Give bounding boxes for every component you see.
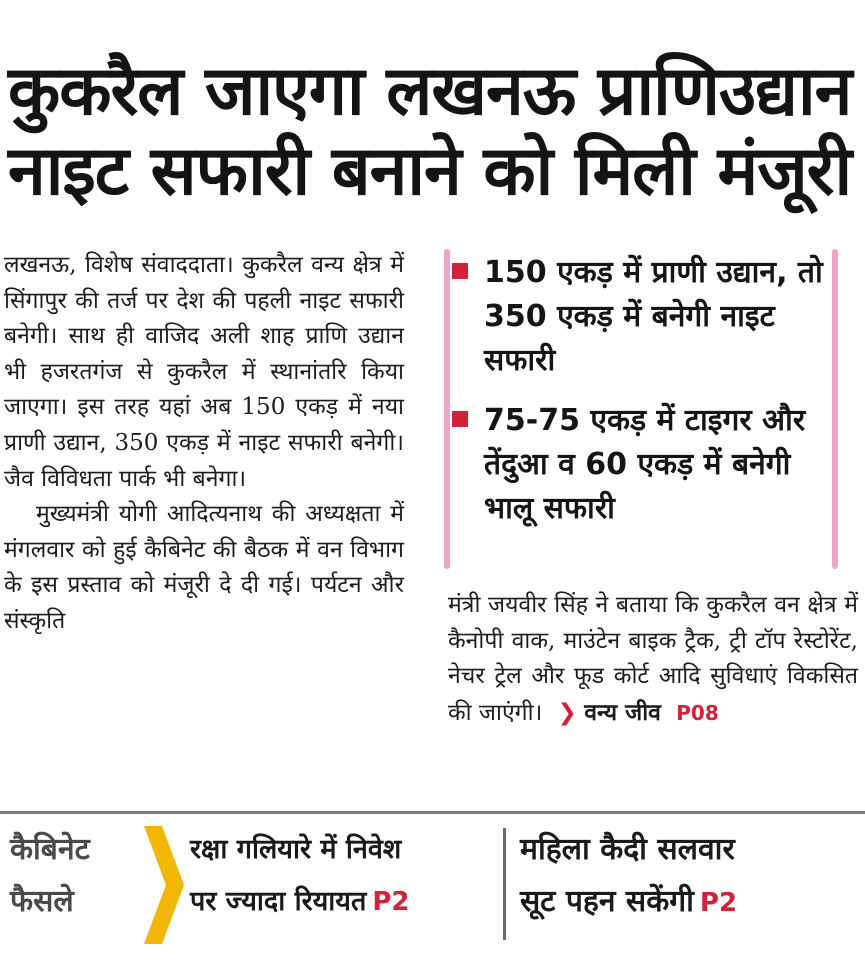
brief-1-page: P2 [372,887,410,917]
continuation-page: P08 [676,700,719,725]
headline [8,52,857,212]
body-paragraph-3 [448,588,858,731]
highlights-box [444,243,838,575]
brief-2-line-2-text: सूट पहन सकेंगी [520,884,694,919]
brief-2-line-2 [520,876,737,929]
highlight-text: 75-75 एकड़ में टाइगर और तेंदुआ व 60 एकड़ में बनेगी भालू सफारी [484,403,806,526]
body-paragraph-1: लखनऊ, विशेष संवाददाता। कुकरैल वन्य क्षेत्र में सिंगापुर की तर्ज पर देश की पहली नाइट सफारी बनेगी। साथ ही वाजिद अली शाह प्राणि उद्यान भी हजरतगंज से कुकरैल में स्थानांतरि किया जाएगा। इस तरह यहां अब 150 एकड़ में नया प्राणी उद्यान, 350 एकड़ में नाइट सफारी बनेगी। जैव विविधता पार्क भी बनेगा। [4,252,404,492]
article-body-left [4,248,404,640]
continuation-reference[interactable] [550,700,719,726]
section-divider [0,811,865,814]
cabinet-decisions-strip [0,816,865,960]
brief-separator [503,828,506,940]
brief-1-line-2-text: पर ज्यादा रियायत [190,886,367,917]
body-paragraph-2: मुख्यमंत्री योगी आदित्यनाथ की अध्यक्षता में मंगलवार को हुई कैबिनेट की बैठक में वन विभाग के इस प्रस्ताव को मंजूरी दे दी गई। पर्यटन और संस्कृति [4,501,404,634]
chevron-right-icon [142,826,186,944]
bullet-square-icon [452,263,468,279]
highlight-bar-left [444,249,450,569]
brief-2-page: P2 [699,888,738,918]
highlight-item [484,251,824,383]
headline-line-1: कुकरैल जाएगा लखनऊ प्राणिउद्यान [8,52,852,131]
brief-1-line-1: रक्षा गलियारे में निवेश [190,834,402,865]
highlight-bar-right [832,249,838,569]
brief-defence-corridor[interactable] [190,824,410,928]
brief-women-prisoners[interactable] [520,824,737,929]
brief-1-line-2 [190,876,410,928]
article-body-right [448,588,858,731]
headline-line-2: नाइट सफारी बनाने को मिली मंजूरी [8,132,852,211]
brief-2-line-1: महिला कैदी सलवार [520,832,735,867]
highlight-text: 150 एकड़ में प्राणी उद्यान, तो 350 एकड़ में बनेगी नाइट सफारी [484,255,823,378]
bullet-square-icon [452,411,468,427]
cabinet-decisions-label [10,824,142,928]
highlight-item [484,399,824,531]
chevron-right-icon: ❯ [557,699,577,726]
cabinet-label-line-2: फैसले [10,884,74,919]
continuation-section: वन्य जीव [584,698,661,726]
cabinet-label-line-1: कैबिनेट [10,832,90,867]
body-paragraph-3-text: मंत्री जयवीर सिंह ने बताया कि कुकरैल वन क्षेत्र में कैनोपी वाक, माउंटेन बाइक ट्रैक, ट्री टॉप रेस्टोरेंट, नेचर ट्रेल और फूड कोर्ट आदि सुविधाएं विकसित की जाएंगी। [448,592,858,726]
